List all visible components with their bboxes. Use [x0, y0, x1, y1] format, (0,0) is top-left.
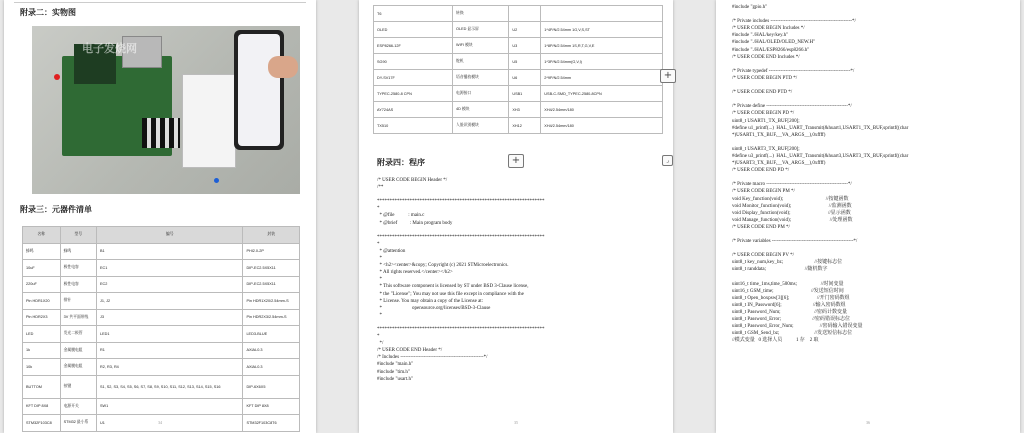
table-cell: TX510	[374, 118, 453, 134]
code-line: uint8_t Open_boxpsw[3][6]; //开门密码数组	[732, 295, 850, 301]
table-cell: 排针	[60, 293, 96, 310]
code-line: /**	[377, 185, 384, 191]
table-row	[374, 102, 663, 118]
code-line: *	[377, 334, 380, 340]
table-cell: XH4/2.54mm/180	[541, 102, 663, 118]
code-line: * License. You may obtain a copy of the License at:	[377, 298, 484, 304]
code-line: uint8_t key_num,key_bz; //按键标志位	[732, 260, 843, 266]
table-cell: U2	[509, 22, 541, 38]
section-heading-code: 附录四：程序	[377, 158, 425, 167]
table-cell: USB-C-SMD_TYPEC-2580-8CPN	[541, 86, 663, 102]
code-line: *	[377, 256, 382, 262]
table-row	[374, 70, 663, 86]
table-cell: J3	[97, 309, 243, 326]
keypad	[142, 118, 180, 148]
table-cell: B1	[97, 243, 243, 260]
table-cell: XH4/2.54mm/180	[541, 118, 663, 134]
face-module	[182, 74, 236, 168]
table-cell: PHI2.0-2P	[243, 243, 300, 260]
code-line	[377, 227, 545, 234]
code-line: * opensource.org/licenses/BSD-3-Clause	[377, 305, 491, 311]
page-number: 36	[866, 420, 870, 425]
red-led	[54, 74, 60, 80]
table-cell: 4D 模块	[453, 102, 509, 118]
code-line: uint8_t Password_Error_Num; //密码输入错误变量	[732, 324, 863, 330]
code-line: *******************************************************************	[377, 199, 545, 205]
code-line: void Manage_function(void); //处理函数	[732, 217, 853, 223]
table-cell: 极性电容	[60, 276, 96, 293]
hardware-photo	[32, 26, 300, 194]
code-line: #include "tim.h"	[377, 369, 410, 375]
code-line	[732, 245, 908, 252]
table-row	[23, 309, 300, 326]
table-cell: 10uF	[23, 260, 61, 277]
phone-screen	[238, 34, 280, 146]
table-cell: 2*9P/N/2.54mm	[541, 70, 663, 86]
table-cell: AXIAL0.3	[243, 359, 300, 376]
collapse-icon[interactable]: ⌟	[662, 155, 673, 166]
document-page-34	[4, 0, 316, 433]
code-line: uint16_t GSM_time; //发送短信时间	[732, 288, 844, 294]
code-line: * This software component is licensed by ST under BSD 3-Clause license,	[377, 284, 529, 290]
table-cell: 3V 共平面带线	[60, 309, 96, 326]
table-cell: 10k	[23, 359, 61, 376]
table-cell: SW1	[97, 398, 243, 415]
table-cell: 1*8P/N/2.54mm 1S,R,T,G,V,E	[541, 38, 663, 54]
table-cell: U5	[509, 54, 541, 70]
table-cell: USB1	[509, 86, 541, 102]
code-line: #include "./HAL/ESP8266/esp8266.h"	[732, 47, 810, 53]
table-cell: 发光二极管	[60, 326, 96, 343]
code-line: uint8_t IN_Password[6]; //输入密码数组	[732, 302, 846, 308]
table-cell: DIP-6X6X5	[243, 375, 300, 398]
table-cell: KFT DIP 8X8	[23, 398, 61, 415]
code-line: /* Private macro -------------------------------------------------*/	[732, 182, 852, 188]
code-block	[377, 177, 545, 383]
code-line: /* USER CODE BEGIN PD */	[732, 111, 795, 117]
table-cell: 蜂鸣	[60, 243, 96, 260]
table-cell: EC1	[97, 260, 243, 277]
table-cell: 转换	[453, 6, 509, 22]
table-cell: S1, S2, S3, S4, S5, S6, S7, S8, S9, S10, S11, S12, S13, S14, S15, S16	[97, 375, 243, 398]
code-line	[732, 82, 908, 89]
table-row	[23, 260, 300, 277]
code-line: /* USER CODE BEGIN PM */	[732, 189, 795, 195]
code-line: uint8_t Password_Num; //密码计数变量	[732, 310, 848, 316]
table-cell: Pin HDR1X20	[23, 293, 61, 310]
code-line: /* Private includes -------------------------------------------------*/	[732, 19, 856, 25]
table-cell: DY-SV17F	[374, 70, 453, 86]
code-line: #include "gpio.h"	[732, 5, 768, 10]
table-cell: SG90	[374, 54, 453, 70]
code-line: void Monitor_function(void); //监测函数	[732, 203, 852, 209]
code-line: *******************************************************************	[377, 234, 545, 240]
blue-led	[214, 178, 219, 183]
table-row	[374, 86, 663, 102]
code-line: /* Private variables -------------------------------------------------*/	[732, 239, 858, 245]
code-line	[732, 139, 908, 146]
code-line: /* USER CODE BEGIN PV */	[732, 253, 794, 259]
table-cell: ESP8266-12F	[374, 38, 453, 54]
table-row	[23, 293, 300, 310]
table-cell: 1*4P/N/2.54mm 1G,V,S,ST	[541, 22, 663, 38]
table-cell: R2, R3, R4	[97, 359, 243, 376]
code-line: void Key_function(void); //按键函数	[732, 196, 849, 202]
document-page-36	[716, 0, 1020, 433]
table-cell	[509, 6, 541, 22]
table-cell: 金属膜电阻	[60, 342, 96, 359]
code-line: *	[377, 277, 382, 283]
table-cell: 220uF	[23, 276, 61, 293]
table-row	[23, 398, 300, 415]
table-row	[374, 118, 663, 134]
table-cell: WIFI 模块	[453, 38, 509, 54]
code-line: * @file : main.c	[377, 213, 425, 219]
code-line: *	[377, 206, 380, 212]
table-cell: XH12	[509, 118, 541, 134]
table-row	[374, 22, 663, 38]
code-line: */	[377, 341, 384, 347]
table-cell: OLED	[374, 22, 453, 38]
table-cell: 金属膜电阻	[60, 359, 96, 376]
code-line: /* USER CODE BEGIN PTD */	[732, 75, 798, 81]
bom-table	[22, 226, 300, 432]
table-cell: Pin HDR1X20/2.54mm-S	[243, 293, 300, 310]
code-line: /* USER CODE BEGIN Header */	[377, 178, 448, 183]
code-line	[732, 274, 908, 281]
table-row	[374, 54, 663, 70]
code-line: * @brief : Main program body	[377, 220, 453, 226]
code-line: *	[377, 312, 382, 318]
table-cell: U1	[97, 415, 243, 432]
code-line: uint8_t USART3_TX_BUF[200];	[732, 146, 800, 152]
table-cell: 语音播放模块	[453, 70, 509, 86]
table-cell: LED3-BLUE	[243, 326, 300, 343]
code-line: #include "usart.h"	[377, 376, 414, 382]
table-cell: AXIAL0.3	[243, 342, 300, 359]
table-cell: 1*3P/N/2.54mm(G,V,I)	[541, 54, 663, 70]
code-line: //模式变量 0 选择人员 1 存 2 取	[732, 338, 819, 344]
code-line	[377, 319, 545, 326]
code-block	[732, 4, 908, 345]
code-line: /* USER CODE END PTD */	[732, 90, 793, 96]
code-line	[732, 61, 908, 68]
table-cell: KFT DIP 8X8	[243, 398, 300, 415]
code-line: void Display_function(void); //显示函数	[732, 210, 851, 216]
table-cell	[541, 6, 663, 22]
table-cell: STM32F103C8T6	[243, 415, 300, 432]
table-cell: LED1	[97, 326, 243, 343]
table-cell: STM32F103C8	[23, 415, 61, 432]
code-line: * the "License"; You may not use this file except in compliance with the	[377, 291, 524, 297]
table-cell: OLED 显示屏	[453, 22, 509, 38]
table-cell: 舵机	[453, 54, 509, 70]
table-cell: 按键	[60, 375, 96, 398]
section-heading-bom: 附录三：元器件清单	[20, 205, 92, 214]
page-header-rule	[14, 0, 306, 3]
bom-table-continued	[373, 5, 663, 134]
code-line: *)USART3_TX_BUF,__VA_ARGS__),0xffff)	[732, 161, 826, 167]
table-cell: DIP-EC2.5X5X11	[243, 260, 300, 277]
code-line: uint8_t GSM_Send_bz; //发送短信标志位	[732, 331, 853, 337]
table-cell: U3	[509, 38, 541, 54]
table-row	[23, 359, 300, 376]
code-line: * @attention	[377, 248, 406, 254]
page-number: 35	[514, 420, 518, 425]
code-line: #include "./HAL/key/key.h"	[732, 33, 789, 39]
table-cell: 电源开关	[60, 398, 96, 415]
table-cell: AY724AS	[374, 102, 453, 118]
table-cell: STM32 最小系	[60, 415, 96, 432]
table-cell: 极性电容	[60, 260, 96, 277]
bom-header-cell: 名称	[23, 227, 61, 244]
code-line	[732, 11, 908, 18]
bom-header-cell: 封装	[243, 227, 300, 244]
table-cell: Pin HDR2X3	[23, 309, 61, 326]
table-cell: LED	[23, 326, 61, 343]
table-row	[23, 243, 300, 260]
code-line: /* Private typedef -------------------------------------------------*/	[732, 68, 855, 74]
code-line: /* Private define -------------------------------------------------*/	[732, 104, 852, 110]
table-row	[23, 276, 300, 293]
code-line: uint8_t Password_Error; //密码错误标志位	[732, 317, 851, 323]
table-cell: Pin HDR2X3/2.54mm-S	[243, 309, 300, 326]
table-cell: 1k	[23, 342, 61, 359]
code-line: * All rights reserved.</center></h2>	[377, 270, 453, 276]
table-cell: EC2	[97, 276, 243, 293]
table-cell: 电源接口	[453, 86, 509, 102]
table-cell: U6	[509, 70, 541, 86]
code-line: uint8_t USART1_TX_BUF[200];	[732, 118, 800, 124]
code-line: /* USER CODE BEGIN Includes */	[732, 26, 805, 32]
table-row	[23, 342, 300, 359]
section-heading-photo: 附录二：实物图	[20, 8, 76, 17]
finger	[268, 56, 298, 78]
table-cell: J1, J2	[97, 293, 243, 310]
code-line	[732, 174, 908, 181]
code-line: /* USER CODE END PM */	[732, 224, 790, 230]
bom-header-cell: 型号	[60, 227, 96, 244]
code-line: /* USER CODE END Includes */	[732, 54, 800, 60]
bom-header-row	[23, 227, 300, 244]
table-cell: XH3	[509, 102, 541, 118]
table-row	[23, 375, 300, 398]
code-line: *******************************************************************	[377, 326, 545, 332]
code-line: /* Includes --------------------------------------------------*/	[377, 355, 488, 361]
code-line	[732, 231, 908, 238]
table-cell: DIP-EC2.5X5X11	[243, 276, 300, 293]
code-line: #include "main.h"	[377, 362, 414, 368]
code-line: #define u3_printf(...) HAL_UART_Transmit(&huart3,USART3_TX_BUF,sprintf((char	[732, 153, 909, 159]
table-cell: TYPEC-2580-8 CPN	[374, 86, 453, 102]
table-cell: 蜂鸣	[23, 243, 61, 260]
code-line	[377, 191, 545, 198]
code-line: *	[377, 241, 380, 247]
document-page-35	[359, 0, 673, 433]
code-line	[732, 96, 908, 103]
code-line: uint8_t randdata; //随机数字	[732, 267, 828, 273]
bom-header-cell: 编号	[97, 227, 243, 244]
table-cell: 人脸识别模块	[453, 118, 509, 134]
table-row	[23, 326, 300, 343]
code-line: /* USER CODE END PD */	[732, 168, 790, 174]
watermark: 电子发烧网	[82, 43, 137, 55]
code-line: #define u1_printf(...) HAL_UART_Transmit(&huart1,USART1_TX_BUF,sprintf((char	[732, 125, 909, 131]
code-line: uint16_t time_1ms,time_500ms; //时间变量	[732, 281, 844, 287]
code-line: #include "./HAL/OLED/OLED_NEW.H"	[732, 40, 816, 46]
code-line: *)USART1_TX_BUF,__VA_ARGS__),0xffff)	[732, 132, 826, 138]
table-cell: R1	[97, 342, 243, 359]
page-number: 34	[158, 420, 162, 425]
code-line: /* USER CODE END Header */	[377, 348, 443, 354]
table-row	[374, 38, 663, 54]
add-block-button[interactable]: +	[508, 154, 524, 168]
table-cell: BUTTOM	[23, 375, 61, 398]
table-row	[374, 6, 663, 22]
add-page-button[interactable]: +	[660, 69, 676, 83]
table-cell: T6	[374, 6, 453, 22]
code-line: * <h2><center>&copy; Copyright (c) 2021 STMicroelectronics.	[377, 263, 509, 269]
